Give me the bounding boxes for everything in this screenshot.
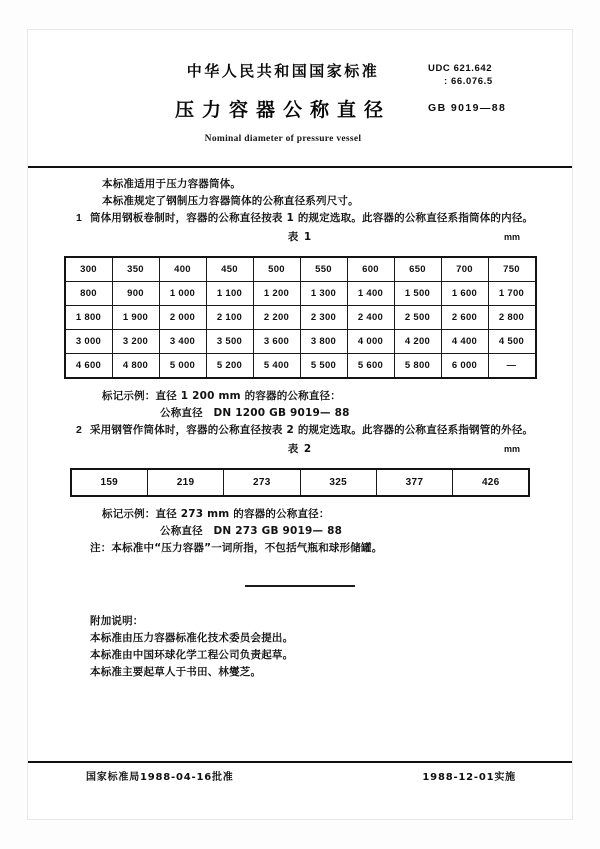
table-row: [65, 306, 536, 330]
national-standard-label: 中华人民共和国国家标准: [186, 62, 380, 80]
appendix-line-1: 本标准由压力容器标准化技术委员会提出。: [90, 632, 294, 644]
table-cell: 1 100: [206, 282, 253, 306]
table-cell: 2 100: [206, 306, 253, 330]
table-cell: 6 000: [441, 354, 488, 379]
table-cell: 550: [300, 257, 347, 282]
table-cell: 1 300: [300, 282, 347, 306]
udc-classification: [428, 62, 493, 88]
table-cell: 5 400: [253, 354, 300, 379]
table-1-body: [65, 257, 536, 378]
table-cell: 3 800: [300, 330, 347, 354]
document-body: [28, 176, 572, 681]
table-cell: 4 800: [112, 354, 159, 379]
table-1-unit: mm: [503, 232, 520, 242]
standard-note: 注：本标准中“压力容器”一词所指，不包括气瓶和球形储罐。: [90, 542, 383, 554]
clause-1-number: 1: [76, 212, 83, 224]
table-cell: 4 200: [394, 330, 441, 354]
footer-divider: [28, 761, 572, 763]
table-cell: 1 200: [253, 282, 300, 306]
clause-1-text: 筒体用钢板卷制时，容器的公称直径按表 1 的规定选取。此容器的公称直径系指筒体的内径。: [90, 212, 534, 224]
page-title-english: Nominal diameter of pressure vessel: [204, 134, 362, 144]
table-cell: 159: [71, 469, 148, 496]
table-row: [65, 354, 536, 379]
marking-example-2: [28, 506, 572, 557]
scope-line-2: 本标准规定了钢制压力容器筒体的公称直径系列尺寸。: [102, 195, 359, 207]
scope-line-1: 本标准适用于压力容器筒体。: [102, 178, 242, 190]
header-divider: [28, 166, 572, 168]
table-cell: 1 500: [394, 282, 441, 306]
table-cell: 750: [488, 257, 536, 282]
table-cell: 5 800: [394, 354, 441, 379]
table-cell: 700: [441, 257, 488, 282]
table-row: [71, 469, 530, 496]
table-cell: 377: [376, 469, 452, 496]
standard-sheet: [28, 30, 572, 819]
table-cell: 600: [347, 257, 394, 282]
table-cell: 400: [159, 257, 206, 282]
implementation-date: 1988-12-01实施: [422, 772, 516, 783]
appendix-line-2: 本标准由中国环球化学工程公司负责起草。: [90, 649, 294, 661]
table-2-unit: mm: [503, 444, 520, 454]
clause-2: [28, 422, 572, 439]
table-cell: 426: [453, 469, 530, 496]
section-divider: [245, 585, 355, 587]
marking-example-1: [28, 388, 572, 422]
table-cell: 3 000: [65, 330, 113, 354]
table-cell: 2 300: [300, 306, 347, 330]
nominal-diameter-table-1: [64, 256, 537, 379]
table-cell: 219: [147, 469, 223, 496]
table-row: [65, 257, 536, 282]
marking-example-2-line-2: 公称直径 DN 273 GB 9019— 88: [160, 525, 343, 537]
table-cell: 2 200: [253, 306, 300, 330]
table-cell: 450: [206, 257, 253, 282]
udc-line-2: : 66.076.5: [444, 76, 493, 87]
table-cell: 3 200: [112, 330, 159, 354]
udc-line-1: UDC 621.642: [428, 63, 493, 74]
table-cell: 2 000: [159, 306, 206, 330]
table-cell: 2 400: [347, 306, 394, 330]
clause-1: [28, 210, 572, 227]
table-cell: 5 200: [206, 354, 253, 379]
approval-date: 国家标准局1988-04-16批准: [86, 772, 234, 783]
table-cell: 5 600: [347, 354, 394, 379]
table-cell: 2 600: [441, 306, 488, 330]
table-cell: —: [488, 354, 536, 379]
table-cell: 350: [112, 257, 159, 282]
table-cell: 5 500: [300, 354, 347, 379]
clause-2-number: 2: [76, 424, 83, 436]
table-cell: 3 400: [159, 330, 206, 354]
table-cell: 2 800: [488, 306, 536, 330]
table-2-caption: 表 2: [287, 443, 313, 455]
table-cell: 3 600: [253, 330, 300, 354]
appendix-heading: 附加说明：: [90, 615, 144, 627]
table-cell: 800: [65, 282, 113, 306]
table-cell: 1 900: [112, 306, 159, 330]
table-cell: 4 000: [347, 330, 394, 354]
nominal-diameter-table-2: [70, 468, 531, 497]
appendix-line-3: 本标准主要起草人于书田、林燮芝。: [90, 666, 262, 678]
table-row: [65, 330, 536, 354]
table-cell: 5 000: [159, 354, 206, 379]
table-cell: 4 400: [441, 330, 488, 354]
table-cell: 900: [112, 282, 159, 306]
table-cell: 1 000: [159, 282, 206, 306]
table-cell: 4 500: [488, 330, 536, 354]
table-cell: 300: [65, 257, 113, 282]
table-cell: 500: [253, 257, 300, 282]
table-cell: 3 500: [206, 330, 253, 354]
marking-example-2-line-1: 标记示例：直径 273 mm 的容器的公称直径：: [102, 508, 330, 520]
table-cell: 4 600: [65, 354, 113, 379]
table-cell: 2 500: [394, 306, 441, 330]
table-row: [65, 282, 536, 306]
page-title: 压力容器公称直径: [174, 99, 391, 121]
table-cell: 273: [224, 469, 300, 496]
clause-2-text: 采用钢管作筒体时，容器的公称直径按表 2 的规定选取。此容器的公称直径系指钢管的外径。: [90, 424, 534, 436]
table-cell: 1 400: [347, 282, 394, 306]
table-1-caption: 表 1: [287, 231, 313, 243]
table-cell: 1 800: [65, 306, 113, 330]
table-2-body: [71, 469, 530, 496]
table-cell: 1 600: [441, 282, 488, 306]
table-cell: 325: [300, 469, 376, 496]
marking-example-1-line-2: 公称直径 DN 1200 GB 9019— 88: [160, 407, 350, 419]
appendix-section: [28, 613, 572, 681]
standard-code: GB 9019—88: [428, 102, 507, 114]
marking-example-1-line-1: 标记示例：直径 1 200 mm 的容器的公称直径：: [102, 390, 341, 402]
table-cell: 650: [394, 257, 441, 282]
table-cell: 1 700: [488, 282, 536, 306]
